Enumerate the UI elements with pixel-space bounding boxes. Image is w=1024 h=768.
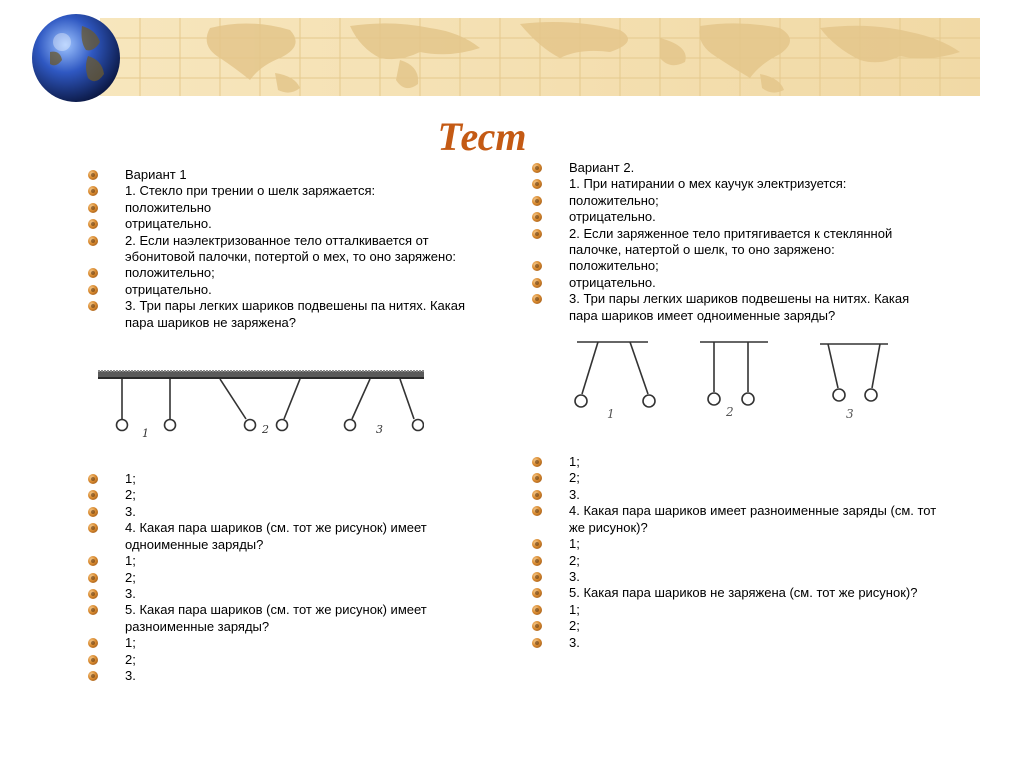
ball (345, 420, 356, 431)
thread (582, 342, 598, 394)
list-item: 3. (86, 586, 486, 602)
figure-container (86, 363, 486, 463)
list-item: 2; (86, 487, 486, 503)
list-item: 2; (86, 652, 486, 668)
bullet-icon (532, 539, 542, 549)
bullet-icon (532, 212, 542, 222)
list-item: положительно (86, 200, 486, 216)
bullet-icon (88, 490, 98, 500)
list-item: 2; (86, 570, 486, 586)
list-item: 1; (530, 536, 940, 552)
list-item: 5. Какая пара шариков не заряжена (см. тот же рисунок)? (530, 585, 940, 601)
list-item: отрицательно. (86, 216, 486, 232)
list-item: 5. Какая пара шариков (см. тот же рисунок) имеет разноименные заряды? (86, 602, 486, 635)
list-item: 4. Какая пара шариков имеет разноименные заряды (см. тот же рисунок)? (530, 503, 940, 536)
list-item: отрицательно. (530, 275, 940, 291)
list-item: положительно; (86, 265, 486, 281)
bullet-icon (532, 605, 542, 615)
ball (865, 389, 877, 401)
ball (833, 389, 845, 401)
bullet-icon (88, 236, 98, 246)
list-item: положительно; (530, 193, 940, 209)
bullet-icon (532, 556, 542, 566)
ball (117, 420, 128, 431)
bullet-icon (88, 170, 98, 180)
thread (400, 379, 414, 419)
bullet-icon (88, 605, 98, 615)
bullet-icon (88, 655, 98, 665)
ball (643, 395, 655, 407)
thread (828, 344, 838, 388)
list-item: 4. Какая пара шариков (см. тот же рисунок) имеет одноименные заряды? (86, 520, 486, 553)
ball (245, 420, 256, 431)
globe-icon (30, 12, 122, 104)
thread (630, 342, 648, 394)
bullet-icon (532, 572, 542, 582)
figure-label: 1 (142, 427, 149, 441)
bullet-icon (88, 573, 98, 583)
list-item: Вариант 2. (530, 160, 940, 176)
bullet-icon (532, 473, 542, 483)
list-item: 3. Три пары легких шариков подвешены на нитях. Какая пара шариков имеет одноименные заряды? (530, 291, 940, 324)
bullet-icon (88, 301, 98, 311)
bullet-icon (532, 163, 542, 173)
list-item: 3. (86, 504, 486, 520)
list-item: 1; (530, 454, 940, 470)
bullet-icon (88, 474, 98, 484)
figure-container (530, 332, 940, 432)
list-item: 1. При натирании о мех каучук электризуется: (530, 176, 940, 192)
list-item: 1; (530, 602, 940, 618)
ball (165, 420, 176, 431)
list-item: 3. (530, 569, 940, 585)
bullet-icon (88, 219, 98, 229)
list-item: 3. (86, 668, 486, 684)
bullet-icon (88, 523, 98, 533)
bullet-icon (532, 278, 542, 288)
list-item: 2; (530, 618, 940, 634)
bullet-icon (532, 457, 542, 467)
bullet-icon (88, 638, 98, 648)
list-item: 1; (86, 553, 486, 569)
bullet-icon (532, 506, 542, 516)
pendulum-figure-variant-2 (562, 332, 902, 432)
list-item: 1; (86, 635, 486, 651)
bullet-icon (532, 229, 542, 239)
thread (352, 379, 370, 419)
bullet-icon (88, 186, 98, 196)
figure-label: 3 (376, 423, 383, 437)
list-item: 2. Если наэлектризованное тело отталкивается от эбонитовой палочки, потертой о мех, то оно заряжено: (86, 233, 486, 266)
bullet-icon (88, 203, 98, 213)
list-item: Вариант 1 (86, 167, 486, 183)
list-item: 1; (86, 471, 486, 487)
thread (220, 379, 246, 419)
list-item: отрицательно. (86, 282, 486, 298)
pendulum-figure-variant-1 (84, 363, 424, 463)
bullet-icon (88, 671, 98, 681)
bullet-icon (88, 556, 98, 566)
bullet-icon (532, 179, 542, 189)
ball (742, 393, 754, 405)
figure-label: 2 (726, 405, 734, 420)
bullet-icon (532, 196, 542, 206)
bullet-icon (532, 621, 542, 631)
figure-label: 2 (262, 423, 269, 437)
list-item: 2. Если заряженное тело притягивается к стеклянной палочке, натертой о шелк, то оно заряжено: (530, 226, 940, 259)
ceiling-bar (98, 371, 424, 379)
variant-2-list (530, 160, 940, 651)
list-item: отрицательно. (530, 209, 940, 225)
bullet-icon (88, 507, 98, 517)
bullet-icon (532, 294, 542, 304)
figure-label: 3 (846, 407, 854, 422)
list-item: 3. Три пары легких шариков подвешены па нитях. Какая пара шариков не заряжена? (86, 298, 486, 331)
list-item: 2; (530, 553, 940, 569)
ball (413, 420, 424, 431)
list-item: 3. (530, 487, 940, 503)
bullet-icon (88, 285, 98, 295)
ball (277, 420, 288, 431)
list-item: положительно; (530, 258, 940, 274)
bullet-icon (532, 588, 542, 598)
bullet-icon (88, 268, 98, 278)
ball (708, 393, 720, 405)
bullet-icon (532, 638, 542, 648)
world-map-banner (100, 18, 980, 96)
bullet-icon (532, 261, 542, 271)
list-item: 3. (530, 635, 940, 651)
thread (284, 379, 300, 419)
list-item: 1. Стекло при трении о шелк заряжается: (86, 183, 486, 199)
bullet-icon (88, 589, 98, 599)
page-title: Тест (437, 114, 527, 159)
bullet-icon (532, 490, 542, 500)
thread (872, 344, 880, 388)
figure-label: 1 (607, 407, 615, 422)
variant-1-list (86, 167, 486, 684)
ball (575, 395, 587, 407)
list-item: 2; (530, 470, 940, 486)
